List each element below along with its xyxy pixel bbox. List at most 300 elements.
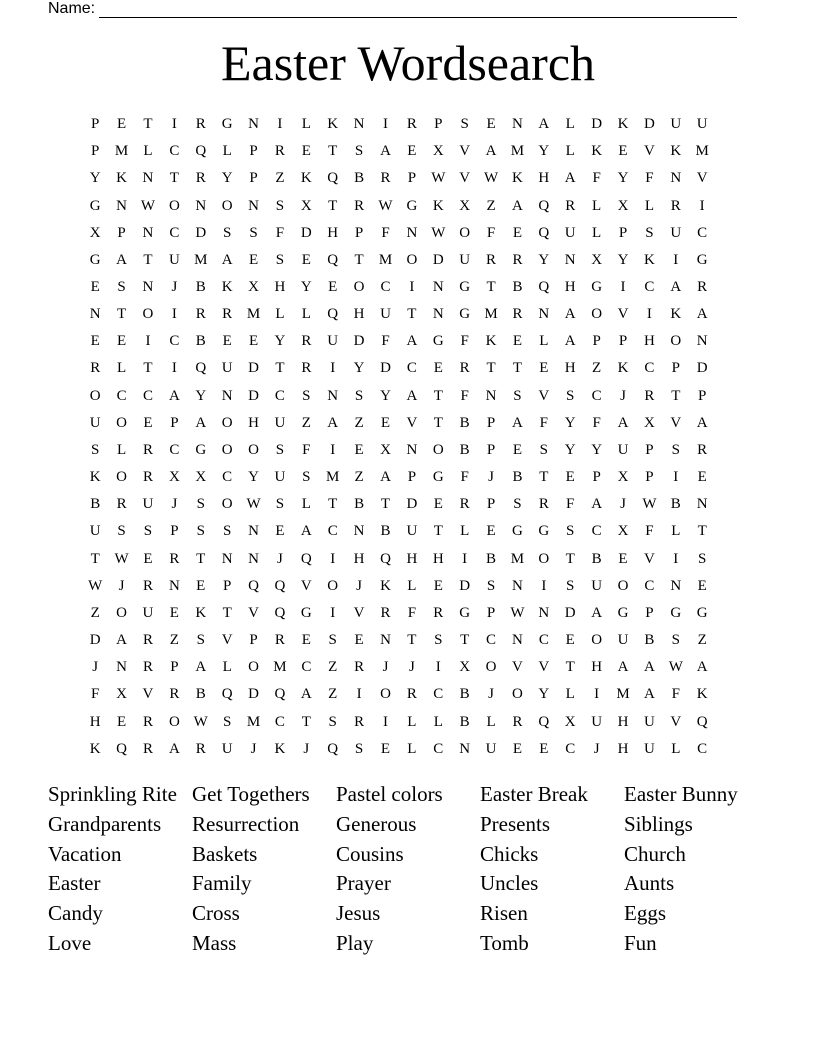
grid-letter: M [378,251,393,268]
grid-letter: O [221,414,233,431]
grid-letter: T [433,387,443,404]
grid-letter: F [302,441,311,458]
grid-letter: R [195,306,206,323]
grid-letter: A [564,170,576,187]
grid-letter: S [698,550,707,567]
grid-letter: O [248,659,259,676]
grid-letter: S [645,224,654,241]
grid-letter: E [301,251,311,268]
grid-letter: T [328,197,338,214]
grid-letter: T [433,414,443,431]
grid-letter: E [196,577,206,594]
grid-letter: N [142,279,154,296]
grid-letter: C [301,659,312,676]
grid-letter: B [354,496,365,513]
grid-letter: U [89,523,101,540]
grid-letter: X [564,713,576,730]
name-blank-line[interactable] [99,2,737,18]
grid-letter: S [275,496,285,513]
grid-letter: N [353,116,365,133]
word-list-row [48,899,778,929]
grid-letter: K [89,469,101,486]
grid-row [82,546,742,573]
grid-letter: E [248,251,259,268]
grid-row [82,355,742,382]
grid-letter: O [432,441,444,458]
grid-letter: Z [354,414,364,431]
grid-letter: G [89,197,101,214]
grid-letter: R [195,740,206,757]
grid-letter: J [250,740,257,757]
grid-letter: K [643,251,655,268]
grid-letter: P [486,441,496,458]
grid-letter: S [434,632,443,649]
grid-letter: Y [564,414,576,431]
word-list-item: Love [48,930,92,955]
grid-letter: N [327,387,339,404]
grid-letter: M [194,251,208,268]
grid-letter: R [195,170,206,187]
grid-letter: Q [327,251,339,268]
grid-letter: R [697,279,708,296]
grid-letter: S [222,713,232,730]
grid-letter: M [695,143,709,160]
grid-letter: Y [353,360,365,377]
grid-letter: T [486,360,496,377]
grid-letter: Q [538,197,550,214]
grid-letter: L [433,713,443,730]
grid-letter: F [381,333,390,350]
grid-letter: S [671,632,680,649]
grid-letter: U [406,523,418,540]
grid-letter: A [670,279,682,296]
grid-letter: I [330,360,336,377]
grid-letter: O [168,197,180,214]
grid-letter: C [327,523,338,540]
grid-letter: I [145,333,151,350]
grid-letter: S [302,469,311,486]
grid-letter: B [380,523,391,540]
word-list-item: Vacation [48,841,122,866]
grid-letter: T [539,469,549,486]
grid-letter: A [116,251,127,268]
grid-letter: V [512,659,523,676]
word-list-item: Family [192,871,252,896]
grid-letter: T [328,143,338,160]
grid-letter: D [406,496,418,513]
grid-letter: E [486,116,496,133]
grid-letter: N [116,197,127,214]
grid-letter: S [196,496,205,513]
grid-letter: U [380,306,391,323]
grid-letter: D [248,360,259,377]
word-list-item: Prayer [336,871,391,896]
grid-letter: V [459,170,471,187]
grid-letter: K [221,279,233,296]
grid-letter: E [248,333,259,350]
grid-letter: X [248,279,259,296]
grid-letter: J [92,659,99,676]
grid-letter: P [592,469,601,486]
word-list-item: Uncles [480,871,539,896]
grid-letter: B [459,713,470,730]
grid-letter: I [699,197,705,214]
grid-letter: D [459,577,471,594]
grid-letter: E [512,441,523,458]
grid-letter: B [512,469,523,486]
grid-letter: E [143,550,153,567]
grid-letter: D [353,333,365,350]
grid-letter: P [249,143,258,160]
grid-letter: Q [380,550,391,567]
grid-letter: H [432,550,444,567]
grid-letter: K [670,306,682,323]
grid-letter: A [380,143,391,160]
grid-letter: E [486,523,496,540]
grid-letter: S [513,387,522,404]
grid-letter: A [696,414,708,431]
grid-letter: A [327,414,339,431]
grid-letter: S [354,740,364,757]
grid-letter: A [116,632,127,649]
grid-letter: S [566,387,575,404]
grid-letter: E [169,604,179,621]
grid-letter: Q [327,170,339,187]
grid-letter: I [435,659,441,676]
grid-letter: D [564,604,576,621]
grid-letter: R [538,496,549,513]
grid-row [82,654,742,681]
grid-letter: I [171,116,177,133]
grid-letter: C [644,279,655,296]
grid-letter: C [433,740,444,757]
grid-letter: A [512,197,523,214]
grid-letter: A [168,740,180,757]
grid-letter: T [143,116,153,133]
grid-letter: E [222,333,232,350]
grid-letter: V [459,143,471,160]
grid-letter: F [645,523,654,540]
grid-letter: E [697,577,707,594]
grid-letter: N [512,116,523,133]
grid-letter: R [169,550,180,567]
grid-letter: Z [169,632,179,649]
grid-letter: P [117,224,126,241]
grid-letter: E [143,414,153,431]
grid-letter: N [459,740,471,757]
grid-letter: M [484,306,498,323]
grid-letter: R [301,360,312,377]
grid-letter: K [195,604,207,621]
grid-letter: X [89,224,101,241]
grid-letter: O [168,713,180,730]
grid-letter: G [459,279,471,296]
grid-row [82,192,742,219]
grid-letter: Y [591,441,603,458]
grid-letter: V [538,659,550,676]
grid-letter: S [354,143,364,160]
grid-letter: X [459,197,471,214]
grid-letter: W [114,550,129,567]
grid-row [82,464,742,491]
grid-letter: N [195,197,207,214]
grid-letter: B [90,496,101,513]
grid-letter: P [222,577,232,594]
word-list-item: Church [624,841,686,866]
grid-row [82,681,742,708]
grid-letter: Z [354,469,364,486]
grid-letter: U [670,224,682,241]
grid-row [82,708,742,735]
grid-letter: E [697,469,707,486]
grid-letter: G [512,523,523,540]
grid-letter: S [143,523,153,540]
grid-letter: E [433,360,443,377]
grid-letter: K [617,360,629,377]
grid-letter: A [512,414,523,431]
grid-letter: Y [617,170,629,187]
grid-letter: U [274,414,286,431]
grid-letter: J [118,577,125,594]
grid-letter: G [89,251,101,268]
grid-letter: G [432,333,444,350]
grid-letter: C [380,279,391,296]
grid-letter: E [117,333,127,350]
grid-letter: Q [116,740,127,757]
grid-letter: L [222,659,232,676]
grid-row [82,627,742,654]
grid-letter: R [512,306,523,323]
word-list-item: Resurrection [192,811,300,836]
grid-letter: T [90,550,100,567]
grid-letter: J [488,686,494,703]
grid-letter: I [673,550,679,567]
grid-letter: J [593,740,600,757]
grid-letter: E [301,143,311,160]
grid-letter: N [670,577,682,594]
grid-letter: O [221,441,233,458]
grid-letter: S [354,387,364,404]
grid-letter: N [406,224,418,241]
grid-letter: U [142,604,154,621]
grid-letter: P [249,170,258,187]
grid-row [82,437,742,464]
grid-letter: P [671,360,680,377]
grid-letter: E [565,632,575,649]
grid-letter: X [617,523,629,540]
grid-letter: J [620,387,626,404]
grid-letter: C [697,224,708,241]
grid-letter: L [592,197,602,214]
grid-letter: T [169,170,179,187]
grid-letter: Y [617,251,629,268]
grid-letter: Y [248,469,259,486]
grid-letter: A [485,143,497,160]
grid-letter: A [591,604,603,621]
grid-letter: F [539,414,548,431]
grid-letter: G [696,251,708,268]
word-list-item: Easter [48,871,101,896]
grid-letter: V [643,143,655,160]
grid-letter: G [432,469,444,486]
grid-letter: N [89,306,101,323]
grid-letter: S [117,279,126,296]
word-list-item: Eggs [624,901,666,926]
grid-letter: Q [195,143,207,160]
grid-letter: R [195,116,206,133]
grid-letter: L [539,333,549,350]
grid-letter: C [697,740,708,757]
word-list [48,780,778,959]
grid-letter: Q [696,713,708,730]
grid-letter: O [248,441,259,458]
grid-letter: S [486,577,496,594]
grid-letter: I [382,116,388,133]
grid-letter: O [327,577,339,594]
grid-letter: T [380,496,391,513]
grid-letter: S [275,441,285,458]
grid-letter: O [406,251,418,268]
grid-letter: R [274,143,285,160]
grid-letter: R [406,686,417,703]
grid-letter: O [116,604,127,621]
grid-letter: P [698,387,707,404]
grid-letter: K [696,686,708,703]
grid-letter: W [88,577,103,594]
grid-letter: R [406,116,417,133]
grid-row [82,600,742,627]
grid-letter: A [406,333,418,350]
word-list-row [48,929,778,959]
grid-letter: C [222,469,233,486]
grid-letter: T [143,360,153,377]
grid-letter: F [592,170,601,187]
grid-letter: H [248,414,259,431]
grid-letter: O [116,414,127,431]
grid-letter: L [301,496,311,513]
grid-letter: Q [327,306,339,323]
grid-letter: R [512,251,523,268]
grid-letter: M [326,469,340,486]
grid-letter: O [538,550,550,567]
grid-letter: N [116,659,127,676]
grid-letter: U [485,740,497,757]
grid-letter: L [671,740,681,757]
grid-letter: V [696,170,708,187]
grid-letter: Y [380,387,391,404]
grid-letter: N [142,170,154,187]
grid-letter: R [354,197,365,214]
grid-letter: W [668,659,683,676]
grid-letter: U [591,577,603,594]
grid-letter: R [142,577,153,594]
grid-letter: O [591,632,603,649]
grid-letter: X [617,469,629,486]
grid-letter: K [89,740,101,757]
grid-letter: J [303,740,310,757]
grid-letter: C [406,360,417,377]
grid-letter: R [142,632,153,649]
grid-letter: L [301,306,311,323]
grid-letter: J [382,659,389,676]
word-list-item: Chicks [480,841,539,866]
grid-letter: V [221,632,233,649]
grid-letter: N [512,577,523,594]
grid-letter: N [221,387,233,404]
grid-letter: L [460,523,470,540]
word-list-item: Grandparents [48,811,162,836]
grid-letter: W [246,496,261,513]
grid-letter: T [565,550,575,567]
grid-letter: C [644,577,655,594]
grid-row [82,383,742,410]
grid-letter: N [353,523,365,540]
grid-letter: X [195,469,207,486]
grid-letter: F [460,333,469,350]
grid-letter: R [142,441,153,458]
grid-letter: U [617,632,629,649]
grid-letter: E [512,224,523,241]
grid-letter: R [90,360,101,377]
grid-letter: P [170,659,179,676]
grid-letter: S [566,523,575,540]
grid-letter: W [431,170,446,187]
grid-letter: T [301,713,311,730]
grid-letter: R [354,713,365,730]
grid-letter: G [221,116,233,133]
grid-letter: F [275,224,285,241]
grid-letter: E [512,333,523,350]
grid-letter: R [142,713,153,730]
grid-letter: E [117,116,127,133]
grid-letter: N [538,306,550,323]
word-list-item: Cousins [336,841,404,866]
grid-letter: A [538,116,550,133]
grid-letter: N [248,197,259,214]
grid-letter: X [116,686,127,703]
grid-letter: F [645,170,654,187]
grid-letter: R [116,496,127,513]
grid-letter: R [222,306,233,323]
grid-letter: S [460,116,469,133]
grid-letter: R [380,170,391,187]
grid-letter: D [591,116,603,133]
grid-letter: W [378,197,393,214]
word-list-item: Sprinkling Rite [48,782,177,806]
grid-letter: X [380,441,391,458]
grid-letter: H [353,306,365,323]
grid-letter: O [617,577,629,594]
grid-letter: E [275,523,285,540]
grid-letter: P [91,116,100,133]
grid-letter: N [142,224,154,241]
word-list-item: Easter Break [480,782,588,806]
grid-letter: A [617,659,629,676]
grid-letter: O [512,686,523,703]
grid-letter: F [381,224,390,241]
grid-letter: E [90,279,100,296]
grid-letter: U [643,713,655,730]
grid-letter: O [116,469,127,486]
name-field-row [48,0,737,18]
grid-letter: E [433,496,443,513]
grid-letter: Z [592,360,602,377]
grid-letter: O [670,333,682,350]
grid-letter: S [222,523,232,540]
grid-letter: V [353,604,365,621]
grid-letter: M [273,659,287,676]
grid-letter: S [222,224,232,241]
